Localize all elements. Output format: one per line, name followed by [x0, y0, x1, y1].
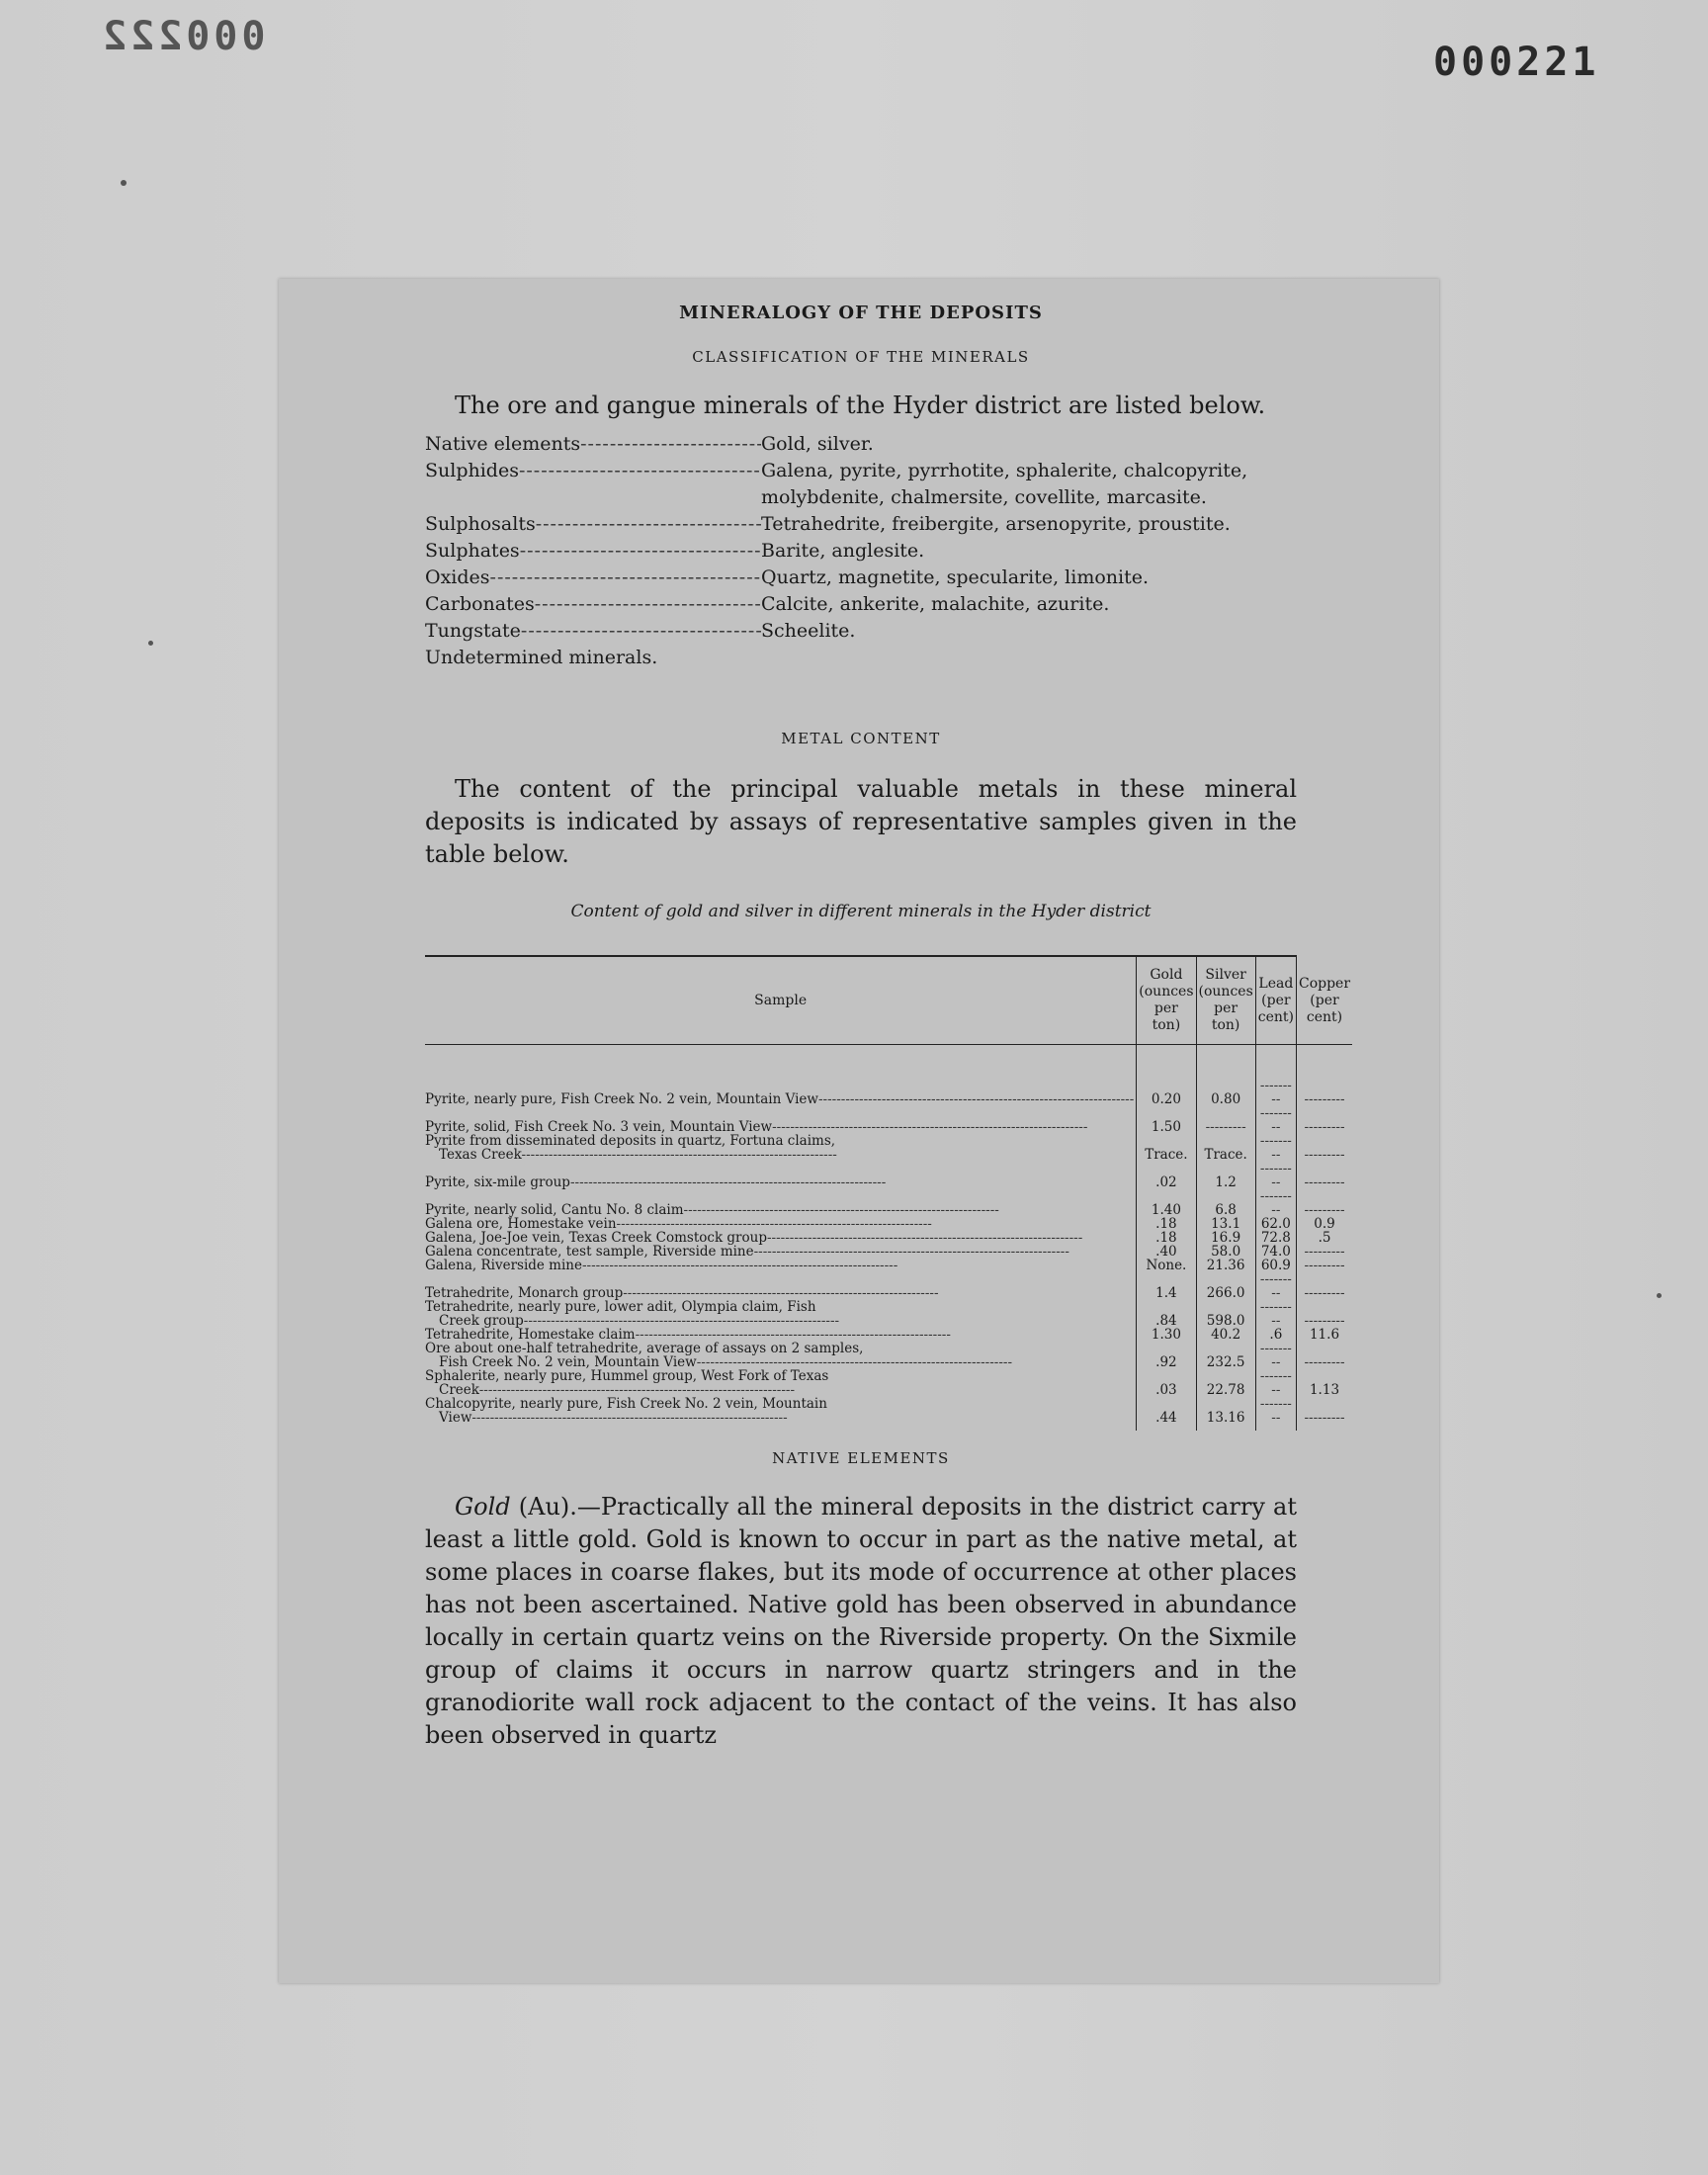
mineral-row: [425, 591, 1297, 618]
page-stamp-right: 000221: [1433, 40, 1600, 85]
scan-speck: [148, 641, 153, 646]
cell-sample: [425, 1245, 1137, 1259]
cell-copper: [1296, 1245, 1352, 1259]
mineral-values: Galena, pyrite, pyrrhotite, sphalerite, chalcopyrite, molybdenite, chalmersite, covellite, marcasite.: [761, 460, 1248, 508]
col-header-silver: Silver (ounces per ton): [1196, 957, 1255, 1045]
cell-lead: [1255, 1162, 1296, 1189]
cell-gold: .84: [1137, 1300, 1196, 1328]
gold-text: (Au).—Practically all the mineral deposits in the district carry at least a little gold. Gold is known to occur in part as the native metal, at some places in coarse flakes, but its mode of occurrence at other places has not been ascertained. Native gold has been observed in abundance locally in certain quartz veins on the Riverside property. On the Sixmile group of claims it occurs in narrow quartz stringers and in the granodiorite wall rock adjacent to the contact of the veins. It has also been observed in quartz: [425, 1493, 1297, 1749]
cell-silver: [1196, 1106, 1255, 1134]
gold-paragraph: [425, 1491, 1297, 1752]
cell-gold: .44: [1137, 1397, 1196, 1431]
cell-lead: .6: [1255, 1328, 1296, 1342]
mineral-row: [425, 538, 1297, 565]
mineral-values: Barite, anglesite.: [761, 540, 925, 562]
cell-copper: [1296, 1342, 1352, 1369]
cell-silver: 0.80: [1196, 1045, 1255, 1107]
table-row: [425, 1134, 1352, 1162]
section-heading-mineralogy: MINERALOGY OF THE DEPOSITS: [679, 303, 1043, 323]
table-row: [425, 1342, 1352, 1369]
sample-text-line: Pyrite, six-mile group -----: [425, 1175, 1134, 1189]
cell-copper: [1296, 1162, 1352, 1189]
cell-copper: 11.6: [1296, 1328, 1352, 1342]
mineral-category: Sulphides -----: [425, 458, 761, 511]
col-header-copper: Copper (per cent): [1296, 957, 1352, 1045]
cell-lead: [1255, 1272, 1296, 1300]
sample-text-line: Tetrahedrite, Homestake claim -----: [425, 1328, 1134, 1342]
cell-lead: 62.0: [1255, 1217, 1296, 1231]
cell-copper: [1296, 1106, 1352, 1134]
table-row: [425, 1231, 1352, 1245]
table-body: [425, 1045, 1352, 1432]
sample-text-line: Creek -----: [425, 1383, 1134, 1397]
cell-sample: [425, 1328, 1137, 1342]
cell-lead: 60.9: [1255, 1259, 1296, 1272]
cell-sample: [425, 1045, 1137, 1107]
cell-gold: 1.40: [1137, 1189, 1196, 1217]
cell-lead: [1255, 1300, 1296, 1328]
cell-silver: 58.0: [1196, 1245, 1255, 1259]
table-row: [425, 1245, 1352, 1259]
table-caption: Content of gold and silver in different minerals in the Hyder district: [570, 902, 1152, 921]
cell-silver: 232.5: [1196, 1342, 1255, 1369]
mineral-row: [425, 618, 1297, 645]
cell-lead: [1255, 1189, 1296, 1217]
cell-sample: [425, 1397, 1137, 1431]
sample-text-line: Pyrite, solid, Fish Creek No. 3 vein, Mountain View -----: [425, 1120, 1134, 1134]
mineral-row: [425, 565, 1297, 591]
cell-sample: [425, 1162, 1137, 1189]
mineral-values: Scheelite.: [761, 620, 856, 642]
sample-text-line: Tetrahedrite, nearly pure, lower adit, Olympia claim, Fish: [425, 1300, 816, 1314]
cell-silver: 13.16: [1196, 1397, 1255, 1431]
cell-gold: .03: [1137, 1369, 1196, 1397]
mineral-classification-list: [425, 431, 1297, 671]
subsection-heading-native-elements: NATIVE ELEMENTS: [772, 1449, 950, 1467]
table-row: [425, 1397, 1352, 1431]
cell-copper: 0.9: [1296, 1217, 1352, 1231]
sample-text-line: Pyrite from disseminated deposits in quartz, Fortuna claims,: [425, 1134, 836, 1148]
cell-sample: [425, 1189, 1137, 1217]
scan-speck: [1657, 1293, 1662, 1298]
sample-text-line: Sphalerite, nearly pure, Hummel group, West Fork of Texas: [425, 1369, 829, 1383]
cell-copper: [1296, 1397, 1352, 1431]
cell-sample: [425, 1106, 1137, 1134]
cell-copper: [1296, 1134, 1352, 1162]
cell-silver: 40.2: [1196, 1328, 1255, 1342]
mineral-row: [425, 431, 1297, 458]
cell-gold: 0.20: [1137, 1045, 1196, 1107]
cell-copper: [1296, 1272, 1352, 1300]
sample-text-line: Galena, Riverside mine -----: [425, 1259, 1134, 1272]
cell-gold: .18: [1137, 1217, 1196, 1231]
sample-text-line: Ore about one-half tetrahedrite, average of assays on 2 samples,: [425, 1342, 864, 1355]
cell-silver: 22.78: [1196, 1369, 1255, 1397]
mineral-values: Gold, silver.: [761, 433, 874, 455]
sample-text-line: Galena concentrate, test sample, Riverside mine -----: [425, 1245, 1134, 1259]
gold-term: Gold: [455, 1493, 511, 1521]
table-header-row: [425, 957, 1352, 1045]
mineral-category: Undetermined minerals.: [425, 647, 658, 668]
cell-copper: [1296, 1045, 1352, 1107]
cell-silver: 598.0: [1196, 1300, 1255, 1328]
cell-silver: 13.1: [1196, 1217, 1255, 1231]
table-row: [425, 1328, 1352, 1342]
scan-speck: [121, 180, 127, 186]
cell-lead: 72.8: [1255, 1231, 1296, 1245]
cell-lead: [1255, 1342, 1296, 1369]
cell-sample: [425, 1272, 1137, 1300]
col-header-sample: Sample: [425, 957, 1137, 1045]
sample-text-line: Fish Creek No. 2 vein, Mountain View -----: [425, 1355, 1134, 1369]
col-header-lead: Lead (per cent): [1255, 957, 1296, 1045]
mineral-values: Quartz, magnetite, specularite, limonite.: [761, 566, 1150, 588]
table-row: [425, 1106, 1352, 1134]
page-stamp-left: 000222: [99, 14, 266, 59]
table-row: [425, 1272, 1352, 1300]
cell-lead: [1255, 1397, 1296, 1431]
cell-silver: 266.0: [1196, 1272, 1255, 1300]
sample-text-line: Galena ore, Homestake vein -----: [425, 1217, 1134, 1231]
mineral-values: Calcite, ankerite, malachite, azurite.: [761, 593, 1110, 615]
sample-text-line: View -----: [425, 1411, 1134, 1425]
sample-text-line: Pyrite, nearly pure, Fish Creek No. 2 vein, Mountain View -----: [425, 1092, 1134, 1106]
cell-lead: 74.0: [1255, 1245, 1296, 1259]
table-row: [425, 1162, 1352, 1189]
cell-gold: 1.30: [1137, 1328, 1196, 1342]
mineral-category: Tungstate -----: [425, 618, 761, 645]
table-row: [425, 1369, 1352, 1397]
mineral-values: [657, 645, 1297, 671]
cell-gold: .40: [1137, 1245, 1196, 1259]
table-row: [425, 1045, 1352, 1107]
cell-sample: [425, 1259, 1137, 1272]
cell-gold: .18: [1137, 1231, 1196, 1245]
cell-lead: [1255, 1106, 1296, 1134]
cell-silver: 1.2: [1196, 1162, 1255, 1189]
mineral-category: Sulphosalts -----: [425, 511, 761, 538]
cell-gold: .02: [1137, 1162, 1196, 1189]
cell-sample: [425, 1342, 1137, 1369]
cell-gold: .92: [1137, 1342, 1196, 1369]
sample-text-line: Tetrahedrite, Monarch group -----: [425, 1286, 1134, 1300]
metal-content-paragraph: The content of the principal valuable metals in these mineral deposits is indicated by assays of representative samples given in the table below.: [425, 775, 1297, 868]
sample-text-line: Chalcopyrite, nearly pure, Fish Creek No. 2 vein, Mountain: [425, 1397, 827, 1411]
document-page: [279, 279, 1439, 1983]
intro-paragraph: The ore and gangue minerals of the Hyder district are listed below.: [455, 392, 1266, 419]
cell-sample: [425, 1217, 1137, 1231]
cell-copper: [1296, 1189, 1352, 1217]
mineral-category: Native elements -----: [425, 431, 761, 458]
mineral-values: Tetrahedrite, freibergite, arsenopyrite, proustite.: [761, 513, 1231, 535]
table-row: [425, 1300, 1352, 1328]
cell-silver: 16.9: [1196, 1231, 1255, 1245]
cell-lead: [1255, 1134, 1296, 1162]
cell-copper: .5: [1296, 1231, 1352, 1245]
cell-lead: [1255, 1369, 1296, 1397]
mineral-category: Oxides -----: [425, 565, 761, 591]
table-row: [425, 1259, 1352, 1272]
sample-text-line: Pyrite, nearly solid, Cantu No. 8 claim -----: [425, 1203, 1134, 1217]
cell-gold: None.: [1137, 1259, 1196, 1272]
cell-gold: Trace.: [1137, 1134, 1196, 1162]
sample-text-line: Creek group -----: [425, 1314, 1134, 1328]
subsection-heading-metal-content: METAL CONTENT: [781, 730, 941, 747]
cell-lead: [1255, 1045, 1296, 1107]
cell-sample: [425, 1300, 1137, 1328]
cell-silver: 6.8: [1196, 1189, 1255, 1217]
table-row: [425, 1189, 1352, 1217]
cell-copper: 1.13: [1296, 1369, 1352, 1397]
cell-copper: [1296, 1259, 1352, 1272]
cell-gold: 1.4: [1137, 1272, 1196, 1300]
cell-silver: 21.36: [1196, 1259, 1255, 1272]
mineral-category: Carbonates -----: [425, 591, 761, 618]
sample-text-line: Galena, Joe-Joe vein, Texas Creek Comstock group -----: [425, 1231, 1134, 1245]
mineral-row: [425, 511, 1297, 538]
mineral-row: [425, 458, 1297, 511]
subsection-heading-classification: CLASSIFICATION OF THE MINERALS: [692, 348, 1030, 366]
table-row: [425, 1217, 1352, 1231]
cell-sample: [425, 1369, 1137, 1397]
col-header-gold: Gold (ounces per ton): [1137, 957, 1196, 1045]
assay-table: [425, 955, 1351, 1431]
cell-silver: Trace.: [1196, 1134, 1255, 1162]
cell-sample: [425, 1231, 1137, 1245]
cell-copper: [1296, 1300, 1352, 1328]
mineral-row: [425, 645, 1297, 671]
mineral-category: Sulphates -----: [425, 538, 761, 565]
cell-sample: [425, 1134, 1137, 1162]
cell-gold: 1.50: [1137, 1106, 1196, 1134]
sample-text-line: Texas Creek -----: [425, 1148, 1134, 1162]
